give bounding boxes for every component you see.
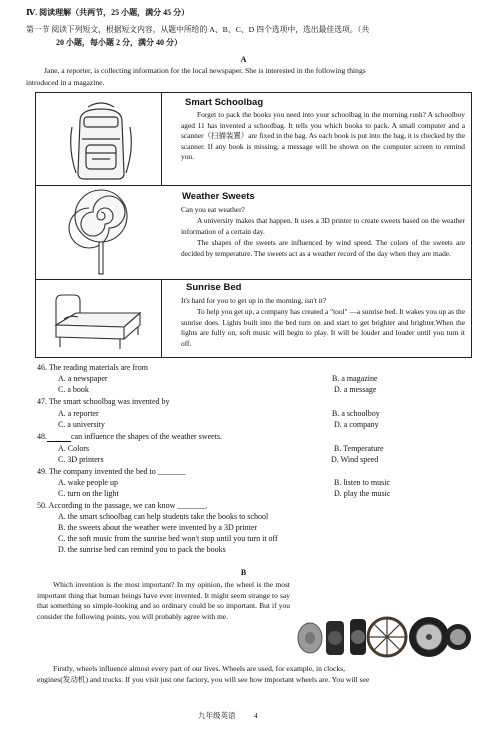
passage-a-letter: A xyxy=(240,55,247,64)
question-50-stem: 50. According to the passage, we can know _______. xyxy=(37,501,208,510)
question-49-option-b: B. listen to music xyxy=(334,478,390,487)
footer-subject: 九年级英语 xyxy=(198,711,236,720)
question-47-option-b: B. a schoolboy xyxy=(332,409,380,418)
question-48-option-a: A. Colors xyxy=(58,444,90,453)
smart-schoolbag-text: Forget to pack the books you need into your schoolbag in the morning rush? A schoolboy aged 11 has invented a schoolbag. It tells you which books to pack. A small computer and a scanner（扫描装置）are fixed in the bag. As each book is put into the bag, it is checked by the scanner. If any book is missing, a message will be shown on the computer screen to remind you. xyxy=(181,110,465,161)
passage-b-letter: B xyxy=(240,568,247,577)
question-48-option-d: D. Wind speed xyxy=(331,455,379,464)
sunrise-bed-line2: To help you get up, a company has created a "tool" —a sunrise bed. It wakes you up as the sunrise does. Lights built into the bed turn on and start to get brighter and brighter.When the lights are fully on, soft music will begin to play. It will be louder and louder until you turn it off. xyxy=(181,307,466,348)
question-49-option-d: D. play the music xyxy=(334,489,391,498)
question-47-option-c: C. a university xyxy=(58,420,105,429)
column-divider xyxy=(161,279,162,357)
page-number: 4 xyxy=(254,711,258,720)
lollipop-icon xyxy=(66,188,136,276)
question-46-option-b: B. a magazine xyxy=(332,374,378,383)
weather-sweets-title: Weather Sweets xyxy=(182,191,255,202)
question-48-number: 48. xyxy=(37,432,47,441)
sunrise-bed-line1: It's hard for you to get up in the morning, isn't it? xyxy=(181,296,327,305)
sunrise-bed-title: Sunrise Bed xyxy=(186,282,242,293)
question-50-option-a: A. the smart schoolbag can help students take the books to school xyxy=(58,512,269,521)
bed-icon xyxy=(48,291,148,351)
passage-b-paragraph2-line2: engines(发动机) and trucks. If you visit just one factory, you will see how important wheels are. You will see xyxy=(37,675,370,684)
weather-sweets-line3: The shapes of the sweets are influenced by wind speed. The colors of the sweets are decided by temperature. The sweets act as a weather record of the day when they are made. xyxy=(181,238,465,258)
weather-sweets-line2: A university makes that happen. It uses a 3D printer to create sweets based on the weather information of a certain day. xyxy=(181,216,465,236)
question-48-stem xyxy=(37,432,222,442)
question-46-option-d: D. a message xyxy=(334,385,377,394)
answer-blank xyxy=(47,433,71,442)
question-48-option-c: C. 3D printers xyxy=(58,455,104,464)
row-divider xyxy=(36,279,471,280)
question-46-option-c: C. a book xyxy=(58,385,89,394)
schoolbag-icon xyxy=(66,99,136,183)
passage-a-intro-line1: Jane, a reporter, is collecting information for the local newspaper. She is interested in the following things xyxy=(44,66,366,75)
weather-sweets-line1: Can you eat weather? xyxy=(181,205,245,214)
passage-b-paragraph1: Which invention is the most important? In my opinion, the wheel is the most important thing that human beings have ever invented. It might seem strange to say that something so simple-looking and so ordinary could be so important. But if you consider the following points, you will probably agree with me. xyxy=(37,580,290,621)
question-49-option-c: C. turn on the light xyxy=(58,489,119,498)
passage-a-intro-line2: introduced in a magazine. xyxy=(26,78,105,87)
question-49-stem: 49. The company invented the bed to _______ xyxy=(37,467,186,476)
question-47-option-d: D. a company xyxy=(334,420,379,429)
passage-b-paragraph2-line1: Firstly, wheels influence almost every part of our lives. Wheels are used, for example, in clocks, xyxy=(53,664,346,673)
inventions-table xyxy=(35,92,472,358)
question-46-stem: 46. The reading materials are from xyxy=(37,363,148,372)
smart-schoolbag-title: Smart Schoolbag xyxy=(185,97,264,108)
question-47-stem: 47. The smart schoolbag was invented by xyxy=(37,397,170,406)
question-49-option-a: A. wake people up xyxy=(58,478,118,487)
column-divider xyxy=(161,93,162,185)
question-48-text: can influence the shapes of the weather sweets. xyxy=(71,432,223,441)
smart-schoolbag-section xyxy=(181,97,465,163)
question-50-option-c: C. the soft music from the sunrise bed won't stop until you turn it off xyxy=(58,534,278,543)
wheels-icon xyxy=(296,611,471,661)
question-48-option-b: B. Temperature xyxy=(334,444,384,453)
row-divider xyxy=(36,185,471,186)
question-50-option-d: D. the sunrise bed can remind you to pack the books xyxy=(58,545,226,554)
question-46-option-a: A. a newspaper xyxy=(58,374,108,383)
question-50-option-b: B. the sweets about the weather were invented by a 3D printer xyxy=(58,523,258,532)
part-title: Ⅳ. 阅读理解（共两节，25 小题，满分 45 分） xyxy=(26,8,190,17)
section1-instructions-line1: 第一节 阅读下列短文，根据短文内容，从题中所给的 A、B、C、D 四个选项中，选出最佳选项。（共 xyxy=(26,25,370,34)
section1-instructions-line2: 20 小题，每小题 2 分，满分 40 分） xyxy=(56,38,182,47)
question-47-option-a: A. a reporter xyxy=(58,409,99,418)
